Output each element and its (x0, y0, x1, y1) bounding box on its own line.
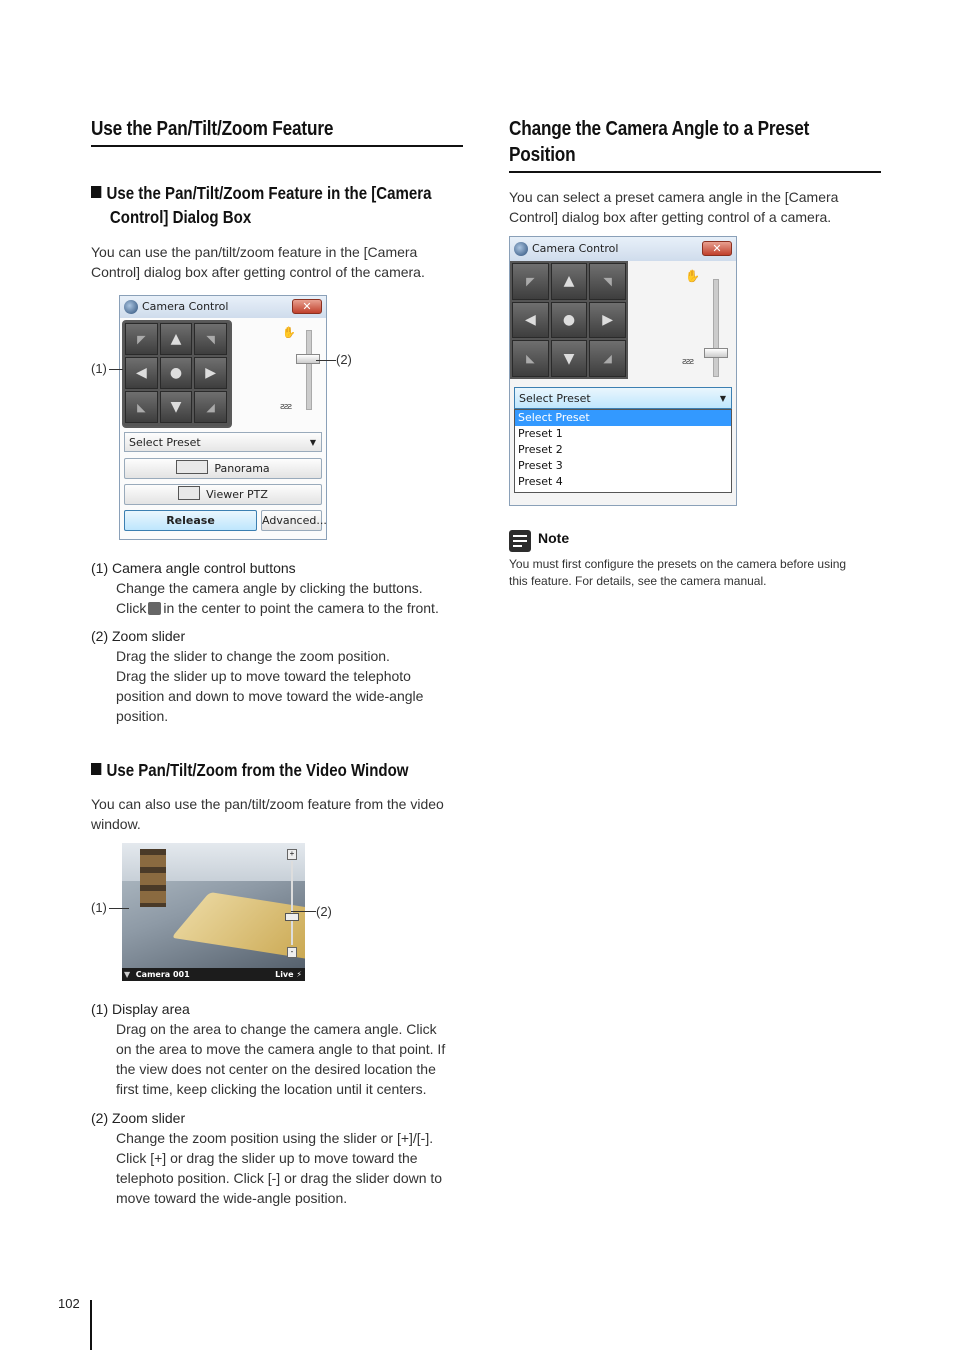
preset-intro-paragraph: You can select a preset camera angle in the [Camera Control] dialog box after getting control of a camera. (509, 189, 839, 225)
zoom-out-icon: ƨƨƨ (280, 402, 292, 412)
video-zoom-thumb[interactable] (285, 913, 299, 921)
preset-option[interactable]: Preset 1 (518, 427, 563, 440)
bullet-square-icon (91, 763, 101, 775)
section-rule (91, 145, 463, 147)
tilt-down-button[interactable]: ▼ (160, 391, 193, 423)
note-text: You must first configure the presets on the camera before using this feature. For details, see the camera manual. (509, 557, 847, 588)
pan-down-right-button[interactable]: ◢ (589, 340, 626, 377)
chevron-down-icon: ▼ (309, 438, 316, 447)
item-list-video (91, 999, 481, 1208)
tilt-up-button[interactable]: ▲ (160, 323, 193, 355)
zoom-slider-thumb[interactable] (296, 354, 320, 364)
zoom-in-icon: ✋ (282, 326, 296, 339)
panorama-icon (176, 460, 208, 474)
camera-angle-pad (125, 323, 227, 423)
pan-down-right-button[interactable]: ◢ (194, 391, 227, 423)
subsection-heading-dialog: Use the Pan/Tilt/Zoom Feature in the [Camera Control] Dialog Box (91, 181, 435, 229)
callout-1-line (109, 908, 129, 909)
footer-rule (90, 1300, 92, 1350)
subsection-heading-video-window: Use Pan/Tilt/Zoom from the Video Window (91, 758, 435, 782)
tilt-down-button[interactable]: ▼ (551, 340, 588, 377)
pan-down-left-button[interactable]: ◣ (512, 340, 549, 377)
pan-up-left-button[interactable]: ◤ (512, 263, 549, 300)
item-text: the view does not center on the desired location the (116, 1061, 436, 1077)
preset-option[interactable]: Select Preset (515, 410, 731, 426)
camera-name-label: Camera 001 (135, 970, 190, 979)
item-text: Click [+] or drag the slider up to move toward the (116, 1150, 418, 1166)
pan-up-right-button[interactable]: ◥ (589, 263, 626, 300)
pan-down-left-button[interactable]: ◣ (125, 391, 158, 423)
intro-paragraph: You can use the pan/tilt/zoom feature in the [Camera Control] dialog box after getting control of the camera. (91, 244, 425, 280)
note-icon (509, 530, 531, 552)
release-button[interactable]: Release (124, 510, 257, 531)
lightning-icon: ⚡ (296, 970, 302, 979)
page-number: 102 (58, 1296, 80, 1311)
camera-logo-icon (514, 242, 528, 256)
zoom-slider-track[interactable] (306, 330, 312, 410)
zoom-out-icon: ƨƨƨ (682, 357, 694, 367)
callout-1: (1) (91, 900, 107, 915)
zoom-in-icon: ✋ (685, 269, 700, 283)
preset-option[interactable]: Preset 4 (518, 475, 563, 488)
live-indicator: Live ⚡ (275, 970, 302, 979)
item-text: Click in the center to point the camera to the front. (116, 600, 439, 616)
callout-1: (1) (91, 361, 107, 376)
item-text: position. (116, 708, 169, 724)
callout-2-line (291, 911, 316, 912)
preset-option[interactable]: Preset 3 (518, 459, 563, 472)
item-text: telephoto position. Click [-] or drag the slider down to (116, 1170, 443, 1186)
tilt-up-button[interactable]: ▲ (551, 263, 588, 300)
home-button-icon (148, 602, 161, 615)
home-position-button[interactable]: ● (160, 357, 193, 389)
advanced-button[interactable]: Advanced... (261, 510, 322, 531)
chevron-down-icon: ▼ (719, 394, 726, 403)
video-zoom-slider[interactable] (287, 849, 297, 957)
pan-right-button[interactable]: ▶ (589, 302, 626, 339)
callout-2: (2) (336, 352, 352, 367)
item-heading: (1) Camera angle control buttons (91, 560, 296, 576)
camera-control-dialog (119, 295, 327, 540)
video-intro-paragraph: You can also use the pan/tilt/zoom feature from the video window. (91, 796, 444, 832)
note-label: Note (538, 530, 570, 546)
dialog-titlebar (120, 296, 326, 319)
zoom-minus-button[interactable]: - (287, 947, 297, 958)
callout-1-line (109, 369, 123, 370)
section-rule (509, 171, 881, 173)
item-text: Change the camera angle by clicking the buttons. (116, 580, 423, 596)
item-heading: (2) Zoom slider (91, 1110, 186, 1126)
pan-up-left-button[interactable]: ◤ (125, 323, 158, 355)
camera-control-dialog-preset (509, 236, 737, 506)
preset-dropdown-list (514, 409, 732, 493)
home-position-button[interactable]: ● (551, 302, 588, 339)
item-text: position and down to move toward the wide-angle (116, 688, 424, 704)
section-title-preset: Change the Camera Angle to a Preset Position (509, 118, 810, 166)
zoom-slider-thumb[interactable] (704, 348, 728, 358)
camera-logo-icon (124, 300, 138, 314)
zoom-slider-track[interactable] (713, 279, 719, 377)
pan-left-button[interactable]: ◀ (125, 357, 158, 389)
preset-select[interactable]: Select Preset ▼ (124, 432, 322, 452)
close-button[interactable]: ✕ (292, 299, 322, 314)
shelf-image (140, 849, 166, 907)
item-text: first time, keep clicking the location until it centers. (116, 1081, 427, 1097)
item-text: move toward the wide-angle position. (116, 1190, 348, 1206)
preset-option[interactable]: Preset 2 (518, 443, 563, 456)
item-heading: (1) Display area (91, 1001, 190, 1017)
video-status-bar (122, 968, 305, 981)
item-text: on the area to move the camera angle to that point. If (116, 1041, 446, 1057)
section-title-ptz: Use the Pan/Tilt/Zoom Feature (91, 118, 334, 140)
pan-right-button[interactable]: ▶ (194, 357, 227, 389)
video-menu-icon[interactable]: ▼ (124, 970, 131, 979)
item-text: Drag on the area to change the camera angle. Click (116, 1021, 437, 1037)
callout-2: (2) (316, 904, 332, 919)
dialog-title: Camera Control (142, 300, 229, 313)
viewer-ptz-button[interactable]: Viewer PTZ (124, 484, 322, 505)
item-heading: (2) Zoom slider (91, 628, 186, 644)
preset-select[interactable]: Select Preset ▼ (514, 387, 732, 409)
camera-angle-pad (512, 263, 626, 377)
item-list-dialog (91, 558, 471, 726)
item-text: Drag the slider up to move toward the telephoto (116, 668, 411, 684)
zoom-plus-button[interactable]: + (287, 849, 297, 860)
viewer-ptz-icon (178, 486, 200, 500)
item-text: Drag the slider to change the zoom position. (116, 648, 390, 664)
pan-left-button[interactable]: ◀ (512, 302, 549, 339)
pan-up-right-button[interactable]: ◥ (194, 323, 227, 355)
dialog-titlebar (510, 237, 736, 262)
dialog-title: Camera Control (532, 242, 619, 255)
close-button[interactable]: ✕ (702, 241, 732, 256)
panorama-button[interactable]: Panorama (124, 458, 322, 479)
callout-2-line (316, 360, 336, 361)
item-text: Change the zoom position using the slider or [+]/[-]. (116, 1130, 434, 1146)
video-display-area[interactable] (122, 843, 305, 981)
bullet-square-icon (91, 186, 101, 198)
